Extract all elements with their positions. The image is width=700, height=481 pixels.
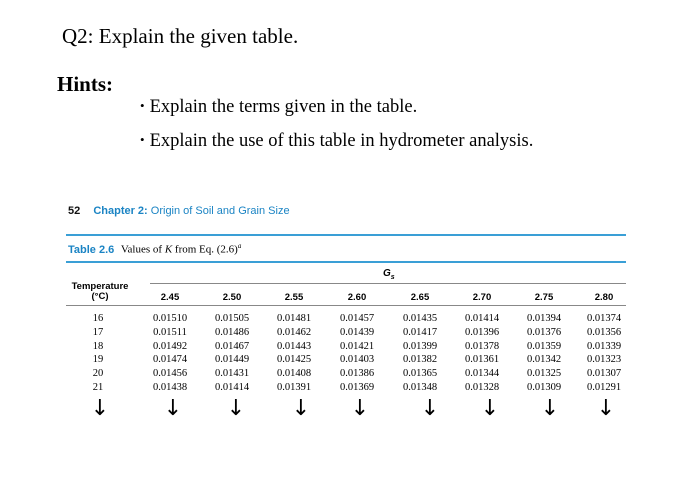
gs-column-header: 2.65 (410, 292, 430, 303)
hint-item (140, 97, 417, 118)
hint-text: Explain the use of this table in hydrometer analysis. (149, 131, 534, 151)
down-arrow-icon: ↓ (596, 396, 616, 421)
down-arrow-icon: ↓ (540, 396, 560, 421)
table-caption (68, 242, 241, 256)
temperature-cell: 21 (92, 382, 104, 390)
k-value-cell: 0.01376 (526, 326, 562, 338)
k-value-cell: 0.01425 (276, 354, 312, 366)
k-value-cell: 0.01344 (464, 368, 500, 380)
bullet-icon: • (140, 132, 145, 147)
k-value-cell: 0.01421 (339, 340, 375, 352)
k-value-cell: 0.01474 (152, 354, 188, 366)
gs-column-header: 2.75 (534, 292, 554, 303)
k-value-cell: 0.01435 (402, 313, 438, 324)
k-value-cell: 0.01323 (586, 354, 622, 366)
gs-header (383, 268, 395, 281)
k-value-cell: 0.01511 (153, 326, 187, 338)
book-chapter-header (68, 205, 290, 217)
gs-column-header: 2.70 (472, 292, 492, 303)
hints-heading: Hints: (57, 72, 114, 96)
k-value-cell: 0.01456 (152, 368, 188, 380)
table-title-prefix: Values of (120, 243, 163, 256)
k-value-cell: 0.01328 (464, 382, 500, 390)
down-arrow-icon: ↓ (420, 396, 440, 421)
k-value-cell: 0.01307 (586, 368, 622, 380)
k-value-cell: 0.01348 (402, 382, 438, 390)
column-header-rule (66, 305, 626, 306)
gs-symbol: G (383, 268, 391, 279)
k-value-cell: 0.01365 (402, 368, 438, 380)
k-value-cell: 0.01414 (464, 313, 500, 324)
k-value-cell: 0.01378 (464, 340, 500, 352)
gs-column-header: 2.45 (160, 292, 180, 303)
k-value-cell: 0.01386 (339, 368, 375, 380)
k-value-cell: 0.01414 (214, 382, 250, 390)
table-number: Table 2.6 (68, 243, 115, 256)
page-number: 52 (68, 205, 81, 217)
k-value-cell: 0.01486 (214, 326, 250, 338)
k-value-cell: 0.01394 (526, 313, 562, 324)
gs-underline (150, 283, 626, 284)
k-value-cell: 0.01325 (526, 368, 562, 380)
temperature-cell: 19 (92, 354, 104, 366)
k-value-cell: 0.01396 (464, 326, 500, 338)
table-body (60, 310, 640, 390)
temperature-header-unit: (°C) (91, 291, 109, 302)
k-value-cell: 0.01403 (339, 354, 375, 366)
k-value-cell: 0.01505 (214, 313, 250, 324)
k-value-cell: 0.01382 (402, 354, 438, 366)
gs-column-header: 2.80 (594, 292, 614, 303)
k-value-cell: 0.01438 (152, 382, 188, 390)
down-arrow-icon: ↓ (480, 396, 500, 421)
hint-text: Explain the terms given in the table. (149, 97, 418, 117)
question-text: Q2: Explain the given table. (62, 24, 299, 48)
k-value-cell: 0.01457 (339, 313, 375, 324)
gs-subscript: s (390, 274, 395, 281)
down-arrow-icon: ↓ (226, 396, 246, 421)
k-value-cell: 0.01374 (586, 313, 622, 324)
down-arrow-icon: ↓ (163, 396, 183, 421)
gs-column-header: 2.60 (347, 292, 367, 303)
k-value-cell: 0.01391 (276, 382, 312, 390)
k-value-cell: 0.01339 (586, 340, 622, 352)
down-arrow-icon: ↓ (90, 396, 110, 421)
k-value-cell: 0.01356 (586, 326, 622, 338)
k-value-cell: 0.01510 (152, 313, 188, 324)
k-value-cell: 0.01481 (276, 313, 312, 324)
hint-item (140, 131, 533, 152)
table-header-rule (66, 261, 626, 263)
temperature-cell: 18 (92, 340, 104, 352)
chapter-title: Origin of Soil and Grain Size (150, 205, 290, 217)
down-arrow-icon: ↓ (291, 396, 311, 421)
k-value-cell: 0.01408 (276, 368, 312, 380)
k-value-cell: 0.01359 (526, 340, 562, 352)
temperature-header-label: Temperature (71, 281, 129, 292)
table-title-symbol: K (164, 243, 173, 256)
table-top-rule (66, 234, 626, 236)
temperature-header (68, 282, 132, 302)
k-value-cell: 0.01462 (276, 326, 312, 338)
k-value-cell: 0.01342 (526, 354, 562, 366)
k-value-cell: 0.01417 (402, 326, 438, 338)
k-value-cell: 0.01467 (214, 340, 250, 352)
bullet-icon: • (140, 98, 145, 113)
table-title-note: a (237, 242, 242, 250)
k-value-cell: 0.01431 (214, 368, 250, 380)
k-value-cell: 0.01492 (152, 340, 188, 352)
temperature-cell: 17 (92, 326, 104, 338)
k-value-cell: 0.01399 (402, 340, 438, 352)
gs-column-header: 2.55 (284, 292, 304, 303)
k-value-cell: 0.01369 (339, 382, 375, 390)
k-value-cell: 0.01443 (276, 340, 312, 352)
k-value-cell: 0.01291 (586, 382, 622, 390)
chapter-label: Chapter 2: (93, 205, 148, 217)
gs-column-header: 2.50 (222, 292, 242, 303)
k-value-cell: 0.01439 (339, 326, 375, 338)
table-title-suffix: from Eq. (2.6) (174, 243, 238, 256)
k-value-cell: 0.01309 (526, 382, 562, 390)
k-value-cell: 0.01449 (214, 354, 250, 366)
down-arrow-icon: ↓ (350, 396, 370, 421)
temperature-cell: 20 (92, 368, 104, 380)
k-value-cell: 0.01361 (464, 354, 500, 366)
temperature-cell: 16 (92, 313, 104, 324)
